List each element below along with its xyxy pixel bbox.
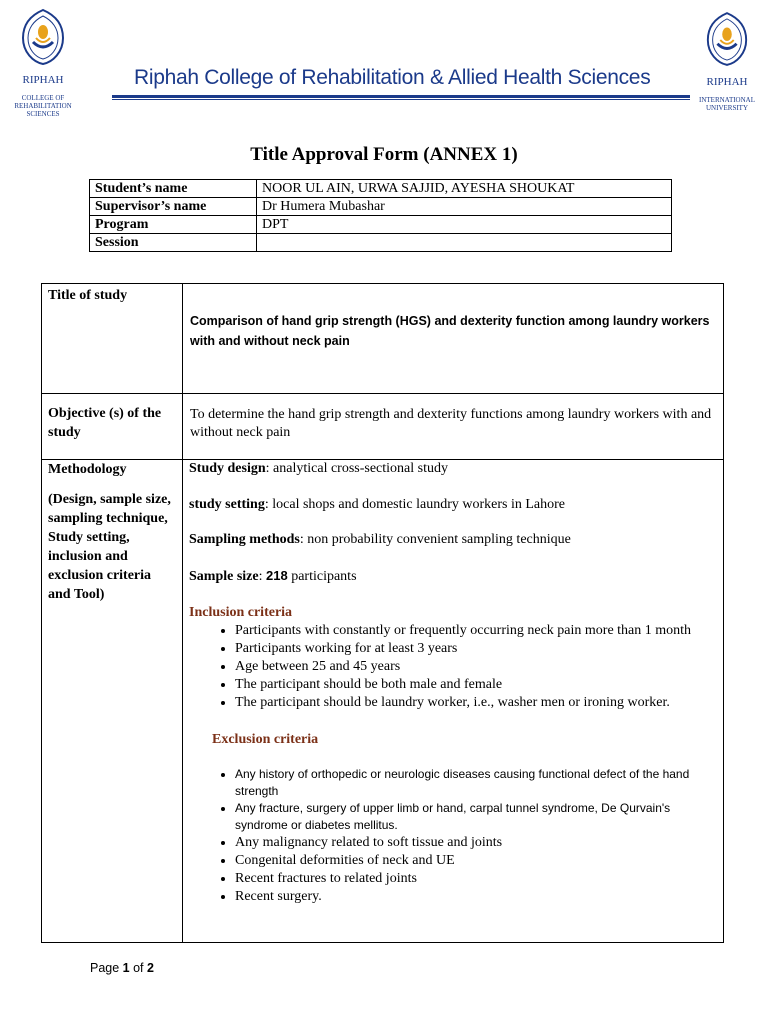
program-label: Program [90, 216, 257, 234]
sample-size-label: Sample size [189, 569, 259, 584]
riphah-university-logo [695, 10, 759, 112]
page-prefix: Page [90, 961, 123, 975]
list-item: • Recent fractures to related joints [235, 870, 717, 888]
list-item: • Any history of orthopedic or neurologic diseases causing functional defect of the hand strength [235, 766, 717, 800]
student-info-table [89, 179, 672, 252]
page-total: 2 [147, 961, 154, 975]
program-value: DPT [257, 216, 672, 234]
crest-icon [704, 10, 750, 68]
sampling-methods-label: Sampling methods [189, 532, 300, 547]
objective-value: To determine the hand grip strength and dexterity functions among laundry workers with and without neck pain [190, 407, 712, 440]
page-number [90, 961, 154, 975]
sampling-methods-line [189, 531, 717, 549]
title-of-study-cell [183, 284, 724, 394]
logo-name: RIPHAH [22, 74, 64, 86]
title-of-study-label: Title of study [42, 284, 183, 394]
inclusion-criteria-heading: Inclusion criteria [189, 605, 293, 620]
table-row [42, 460, 724, 943]
study-details-table [41, 283, 724, 943]
list-item: • Any malignancy related to soft tissue and joints [235, 834, 717, 852]
list-item: • Participants with constantly or frequently occurring neck pain more than 1 month [235, 622, 717, 640]
session-label: Session [90, 234, 257, 252]
study-design-line [189, 460, 717, 478]
list-item: • The participant should be both male and female [235, 676, 717, 694]
objective-label: Objective (s) of the study [42, 394, 183, 460]
form-title: Title Approval Form (ANNEX 1) [250, 144, 518, 165]
header-rule-thin [112, 99, 690, 100]
exclusion-criteria-heading: Exclusion criteria [212, 732, 319, 747]
methodology-label: Methodology [48, 462, 127, 477]
crest-icon [19, 8, 67, 66]
sample-size-unit: participants [287, 569, 357, 584]
list-item: • Congenital deformities of neck and UE [235, 852, 717, 870]
institution-name: Riphah College of Rehabilitation & Allied Health Sciences [134, 66, 651, 89]
inclusion-criteria-list [189, 622, 717, 712]
sample-size-colon: : [258, 569, 266, 584]
table-row [42, 394, 724, 460]
page-current: 1 [122, 961, 130, 975]
methodology-sub-label: (Design, sample size, sampling technique, Study setting, inclusion and exclusion criteria and Tool) [48, 492, 171, 602]
student-name-label: Student’s name [90, 180, 257, 198]
objective-cell [183, 394, 724, 460]
list-item: • Participants working for at least 3 years [235, 640, 717, 658]
study-setting-value: : local shops and domestic laundry workers in Lahore [264, 497, 566, 512]
list-item: • The participant should be laundry worker, i.e., washer men or ironing worker. [235, 694, 717, 712]
study-design-value: : analytical cross-sectional study [265, 461, 448, 476]
logo-subtitle: COLLEGE OF REHABILITATION SCIENCES [14, 94, 72, 118]
sample-size-number: 218 [266, 568, 288, 583]
list-item: • Recent surgery. [235, 888, 717, 906]
table-row [42, 284, 724, 394]
student-name-value: NOOR UL AIN, URWA SAJJID, AYESHA SHOUKAT [257, 180, 672, 198]
supervisor-name-label: Supervisor’s name [90, 198, 257, 216]
session-value [257, 234, 672, 252]
riphah-college-logo [12, 8, 74, 118]
header-rule-thick [112, 95, 690, 98]
logo-subtitle: INTERNATIONAL UNIVERSITY [699, 96, 755, 112]
table-row [90, 180, 672, 198]
study-design-label: Study design [189, 461, 266, 476]
title-of-study-value: Comparison of hand grip strength (HGS) and dexterity function among laundry workers with and without neck pain [190, 314, 710, 348]
sample-size-line [189, 567, 717, 586]
methodology-label-cell [42, 460, 183, 943]
exclusion-criteria-list-continued [189, 834, 717, 906]
supervisor-name-value: Dr Humera Mubashar [257, 198, 672, 216]
study-setting-label: study setting [189, 497, 265, 512]
list-item: • Age between 25 and 45 years [235, 658, 717, 676]
exclusion-criteria-list [189, 766, 717, 834]
study-setting-line [189, 496, 717, 514]
methodology-cell [183, 460, 724, 943]
table-row [90, 234, 672, 252]
logo-name: RIPHAH [706, 76, 748, 88]
table-row [90, 216, 672, 234]
page-of: of [129, 961, 147, 975]
sampling-methods-value: : non probability convenient sampling technique [299, 532, 571, 547]
list-item: • Any fracture, surgery of upper limb or hand, carpal tunnel syndrome, De Qurvain's syndrome or diabetes mellitus. [235, 800, 717, 834]
table-row [90, 198, 672, 216]
